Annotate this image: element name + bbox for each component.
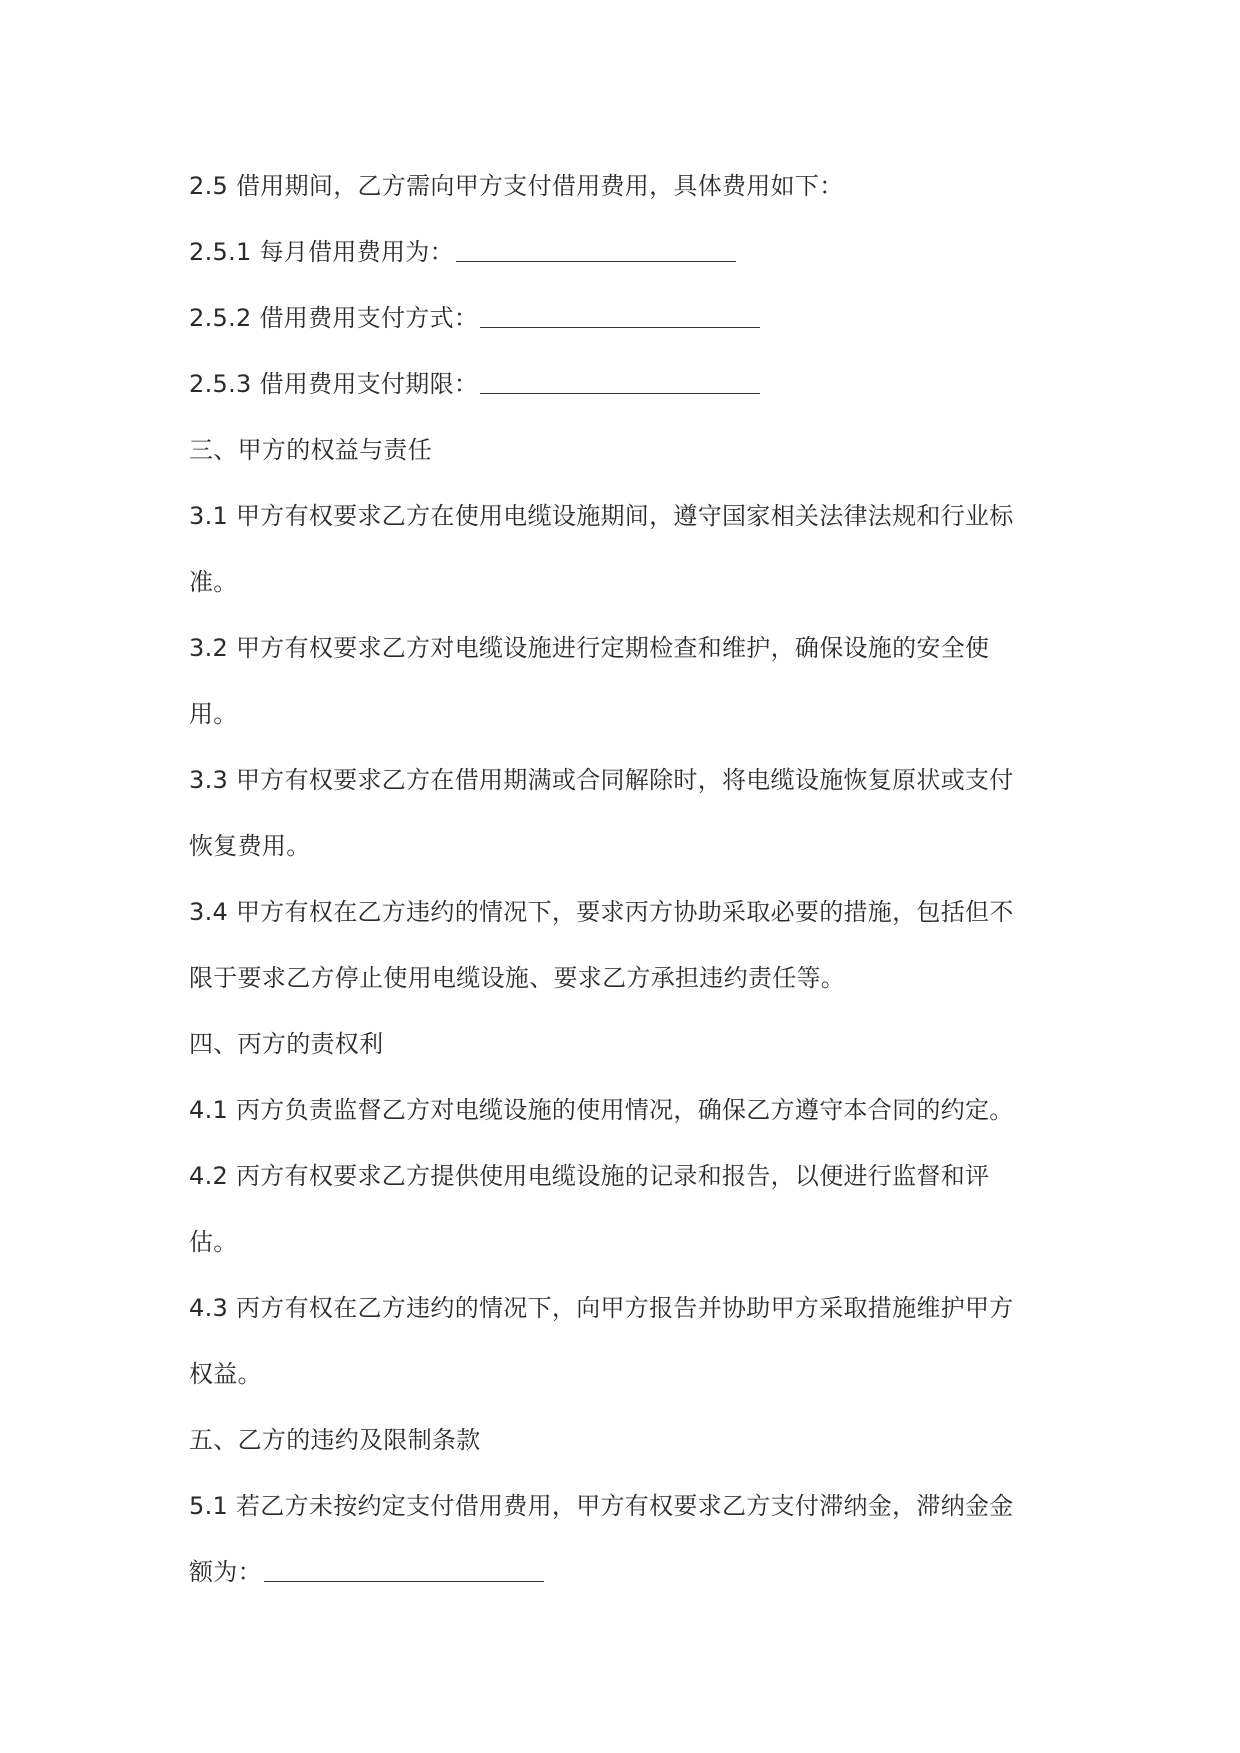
line-text: 五、乙方的违约及限制条款 [189, 1426, 481, 1454]
clause-3-4-cont [189, 961, 845, 995]
line-text: 权益。 [189, 1360, 262, 1388]
section-heading-5 [189, 1423, 481, 1457]
line-text: 2.5.1 每月借用费用为： [189, 238, 454, 266]
line-text: 3.2 甲方有权要求乙方对电缆设施进行定期检查和维护，确保设施的安全使 [189, 634, 990, 662]
line-text: 4.1 丙方负责监督乙方对电缆设施的使用情况，确保乙方遵守本合同的约定。 [189, 1096, 1014, 1124]
clause-3-3-cont [189, 829, 311, 863]
clause-5-1 [189, 1489, 1014, 1523]
clause-4-1 [189, 1093, 1014, 1127]
fill-in-blank[interactable] [480, 369, 760, 394]
line-text: 限于要求乙方停止使用电缆设施、要求乙方承担违约责任等。 [189, 964, 846, 992]
clause-2-5 [189, 169, 844, 203]
fill-in-blank[interactable] [456, 237, 736, 262]
line-text: 四、丙方的责权利 [189, 1030, 384, 1058]
clause-3-1-cont [189, 565, 238, 599]
clause-2-5-2 [189, 301, 760, 335]
fill-in-blank[interactable] [480, 303, 760, 328]
clause-3-3 [189, 763, 1014, 797]
line-text: 用。 [189, 700, 238, 728]
clause-2-5-3 [189, 367, 760, 401]
section-heading-3 [189, 433, 432, 467]
line-text: 估。 [189, 1228, 238, 1256]
line-text: 2.5 借用期间，乙方需向甲方支付借用费用，具体费用如下： [189, 172, 844, 200]
line-text: 5.1 若乙方未按约定支付借用费用，甲方有权要求乙方支付滞纳金，滞纳金金 [189, 1492, 1014, 1520]
line-text: 3.1 甲方有权要求乙方在使用电缆设施期间，遵守国家相关法律法规和行业标 [189, 502, 1014, 530]
clause-4-2-cont [189, 1225, 238, 1259]
clause-4-3-cont [189, 1357, 262, 1391]
line-text: 3.4 甲方有权在乙方违约的情况下，要求丙方协助采取必要的措施，包括但不 [189, 898, 1014, 926]
clause-5-1-cont [189, 1555, 544, 1589]
clause-4-3 [189, 1291, 1014, 1325]
line-text: 2.5.3 借用费用支付期限： [189, 370, 479, 398]
line-text: 2.5.2 借用费用支付方式： [189, 304, 479, 332]
clause-4-2 [189, 1159, 989, 1193]
clause-3-2-cont [189, 697, 238, 731]
line-text: 3.3 甲方有权要求乙方在借用期满或合同解除时，将电缆设施恢复原状或支付 [189, 766, 1014, 794]
fill-in-blank[interactable] [264, 1557, 544, 1582]
clause-3-1 [189, 499, 1014, 533]
clause-3-4 [189, 895, 1014, 929]
clause-2-5-1 [189, 235, 736, 269]
line-text: 额为： [189, 1558, 262, 1586]
clause-3-2 [189, 631, 989, 665]
line-text: 三、甲方的权益与责任 [189, 436, 432, 464]
line-text: 准。 [189, 568, 238, 596]
section-heading-4 [189, 1027, 383, 1061]
line-text: 4.2 丙方有权要求乙方提供使用电缆设施的记录和报告，以便进行监督和评 [189, 1162, 990, 1190]
line-text: 4.3 丙方有权在乙方违约的情况下，向甲方报告并协助甲方采取措施维护甲方 [189, 1294, 1014, 1322]
line-text: 恢复费用。 [189, 832, 311, 860]
